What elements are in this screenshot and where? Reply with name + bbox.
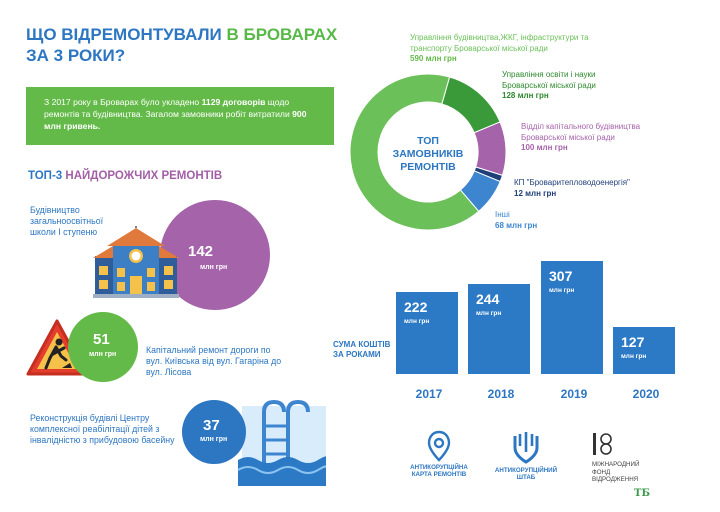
title-part2: ЗА 3 РОКИ? xyxy=(26,46,126,65)
customer-3-label xyxy=(521,122,641,154)
customer-5-label xyxy=(495,210,575,231)
repair-3-value: 37 xyxy=(203,417,220,434)
bar-2019 xyxy=(541,261,603,374)
repair-2-circle xyxy=(68,312,138,382)
bar-unit-label: млн грн xyxy=(476,310,502,318)
top3-prefix: ТОП-3 xyxy=(28,170,63,182)
repair-2-label: Капітальний ремонт дороги по вул. Київська від вул. Гагаріна до вул. Лісова xyxy=(146,345,282,377)
repair-3-label: Реконструкція будівлі Центру комплексної реабілітації дітей з інвалідністю з прибудовою басейну xyxy=(30,413,175,445)
repair-2-value: 51 xyxy=(93,331,110,348)
bar-year-label: 2017 xyxy=(415,387,443,401)
customer-2-label xyxy=(502,70,622,102)
customer-3-name: Відділ капітального будівництва Броварської міської ради xyxy=(521,122,641,142)
donut-center-label: ТОП ЗАМОВНИКІВ РЕМОНТІВ xyxy=(392,135,464,173)
bar-value-label: 127 xyxy=(621,334,645,351)
customer-2-amount: 128 млн грн xyxy=(502,91,549,100)
shield-logo-icon xyxy=(511,432,541,464)
bar-value-label: 244 xyxy=(476,291,500,308)
irf-logo-icon xyxy=(592,432,614,456)
bar-year-label: 2019 xyxy=(560,387,588,401)
top3-heading-text: НАЙДОРОЖЧИХ РЕМОНТІВ xyxy=(62,170,223,182)
customer-4-amount: 12 млн грн xyxy=(514,188,557,198)
logo-1-text: АНТИКОРУПЦІЙНА КАРТА РЕМОНТІВ xyxy=(410,464,468,478)
logo-3-text: МІЖНАРОДНИЙ ФОНД ВІДРОДЖЕННЯ xyxy=(592,461,640,483)
tb-watermark: ТБ xyxy=(634,488,650,499)
bar-year-label: 2018 xyxy=(487,387,515,401)
school-icon xyxy=(93,226,179,298)
repair-1-value: 142 xyxy=(188,243,214,260)
customer-1-amount: 590 млн грн xyxy=(410,54,457,63)
bar-year-label: 2020 xyxy=(632,387,660,401)
intro-box xyxy=(26,87,334,145)
bar-2017 xyxy=(396,292,458,374)
title-highlight: В БРОВАРАХ xyxy=(226,25,338,44)
intro-total: 900 млн гривень. xyxy=(44,109,307,131)
map-pin-logo-icon xyxy=(427,430,451,462)
customer-4-label xyxy=(514,178,664,199)
bar-2018 xyxy=(468,284,530,374)
bar-2020 xyxy=(613,327,675,374)
repair-3-unit: млн грн xyxy=(200,436,228,443)
customer-5-amount: 68 млн грн xyxy=(495,220,538,230)
customer-3-amount: 100 млн грн xyxy=(521,143,568,152)
customer-2-name: Управління освіти і науки Броварської міської ради xyxy=(502,70,596,90)
top3-heading xyxy=(28,170,222,182)
bar-unit-label: млн грн xyxy=(621,353,647,361)
repair-1-label: Будівництво загальноосвітньої школи І ступеню xyxy=(30,205,104,237)
customer-1-label xyxy=(410,33,620,65)
customer-5-name: Інші xyxy=(495,210,510,219)
intro-text1: З 2017 року в Броварах було укладено xyxy=(44,97,202,107)
bar-unit-label: млн грн xyxy=(549,286,575,294)
repair-3-circle xyxy=(182,400,246,464)
intro-text2: щодо ремонтів та будівництва. Загалом замовники робіт витратили xyxy=(44,97,293,119)
bar-chart-label: СУМА КОШТІВ ЗА РОКАМИ xyxy=(333,340,391,359)
page-title xyxy=(26,24,346,66)
donut-slice-2 xyxy=(442,77,500,133)
customer-4-name: КП "Броваритепловодоенергія" xyxy=(514,178,630,187)
intro-contracts: 1129 договорів xyxy=(201,97,266,107)
bar-unit-label: млн грн xyxy=(404,318,430,326)
pool-icon xyxy=(234,398,326,486)
repair-1-unit: млн грн xyxy=(200,264,228,271)
repair-2-unit: млн грн xyxy=(89,351,117,358)
customer-1-name: Управління будівництва,ЖКГ, інфраструктури та транспорту Броварської міської ради xyxy=(410,33,589,53)
title-part1: ЩО ВІДРЕМОНТУВАЛИ xyxy=(26,25,222,44)
bar-value-label: 307 xyxy=(549,267,573,284)
logo-2-text: АНТИКОРУПЦІЙНИЙ ШТАБ xyxy=(494,467,558,481)
bar-value-label: 222 xyxy=(404,299,428,316)
